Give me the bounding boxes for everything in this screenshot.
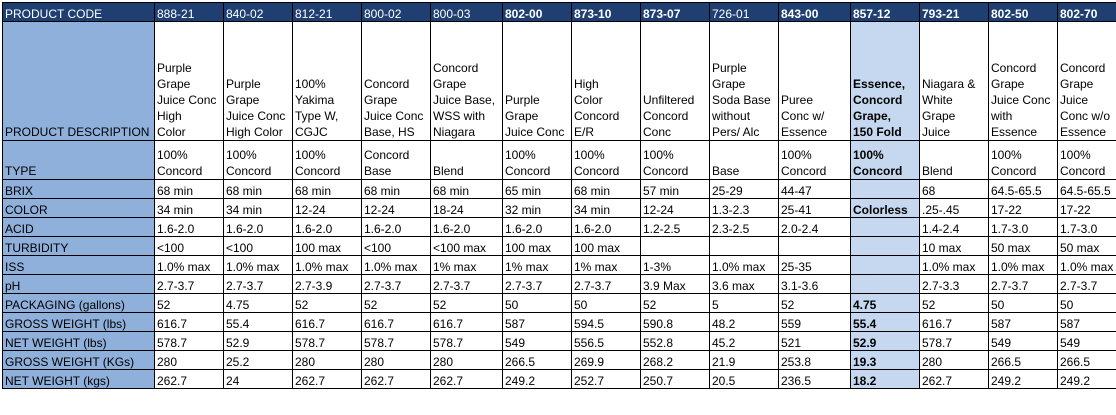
table-cell xyxy=(641,237,710,256)
product-code-cell: 840-02 xyxy=(224,3,293,22)
table-cell: 616.7 xyxy=(920,313,989,332)
table-cell: 549 xyxy=(989,332,1058,351)
table-cell: 100% Concord xyxy=(224,141,293,180)
table-cell: 17-22 xyxy=(1058,199,1116,218)
table-cell: 587 xyxy=(989,313,1058,332)
table-cell: 1.0% max xyxy=(293,256,362,275)
table-cell: 280 xyxy=(155,351,224,370)
table-cell: Concord Grape Juice Conc w/o Essence xyxy=(1058,22,1116,141)
table-cell: 52 xyxy=(641,294,710,313)
table-cell: 10 max xyxy=(920,237,989,256)
table-cell: 1-3% xyxy=(641,256,710,275)
row-label: COLOR xyxy=(3,199,155,218)
table-cell: 50 max xyxy=(1058,237,1116,256)
turbidity-row xyxy=(3,237,1116,256)
table-cell: 18-24 xyxy=(431,199,503,218)
table-cell: 280 xyxy=(431,351,503,370)
table-cell: 2.0-2.4 xyxy=(779,218,851,237)
table-cell: 578.7 xyxy=(362,332,431,351)
table-cell: 253.8 xyxy=(779,351,851,370)
table-cell: 590.8 xyxy=(641,313,710,332)
table-cell: 559 xyxy=(779,313,851,332)
net-weight-lbs-row xyxy=(3,332,1116,351)
row-label: ISS xyxy=(3,256,155,275)
table-cell: 2.7-3.7 xyxy=(155,275,224,294)
table-cell: 100% Concord xyxy=(989,141,1058,180)
table-cell: 57 min xyxy=(641,180,710,199)
row-label: PRODUCT CODE xyxy=(3,3,155,22)
table-cell: <100 max xyxy=(431,237,503,256)
table-cell: 1.0% max xyxy=(710,256,779,275)
table-cell: 587 xyxy=(503,313,572,332)
table-cell: 32 min xyxy=(503,199,572,218)
table-cell: 68 min xyxy=(155,180,224,199)
table-cell: 25.2 xyxy=(224,351,293,370)
table-cell: 616.7 xyxy=(362,313,431,332)
table-cell: Niagara & White Grape Juice xyxy=(920,22,989,141)
table-cell: 44-47 xyxy=(779,180,851,199)
table-cell: Purple Grape Soda Base without Pers/ Alc xyxy=(710,22,779,141)
table-cell: 100 max xyxy=(572,237,641,256)
table-cell: 280 xyxy=(362,351,431,370)
table-cell: 266.5 xyxy=(1058,351,1116,370)
table-cell: 52.9 xyxy=(851,332,920,351)
table-cell: 556.5 xyxy=(572,332,641,351)
table-cell: 5 xyxy=(710,294,779,313)
table-cell: 549 xyxy=(1058,332,1116,351)
table-cell: 100% Concord xyxy=(641,141,710,180)
row-label: PACKAGING (gallons) xyxy=(3,294,155,313)
table-cell: 34 min xyxy=(224,199,293,218)
table-cell: 68 min xyxy=(362,180,431,199)
table-cell: Base xyxy=(710,141,779,180)
table-cell: 2.7-3.9 xyxy=(293,275,362,294)
table-cell: Unfiltered Concord Conc xyxy=(641,22,710,141)
table-cell: 1.6-2.0 xyxy=(503,218,572,237)
table-cell: 50 xyxy=(989,294,1058,313)
table-cell: Concord Grape Juice Conc with Essence xyxy=(989,22,1058,141)
table-cell: 249.2 xyxy=(503,370,572,389)
table-cell: 2.3-2.5 xyxy=(710,218,779,237)
product-description-row xyxy=(3,22,1116,141)
packaging-row xyxy=(3,294,1116,313)
row-label: NET WEIGHT (lbs) xyxy=(3,332,155,351)
table-cell: 1.6-2.0 xyxy=(362,218,431,237)
table-cell: 1.6-2.0 xyxy=(155,218,224,237)
table-cell: 25-35 xyxy=(779,256,851,275)
table-cell: 68 xyxy=(920,180,989,199)
table-cell: 45.2 xyxy=(710,332,779,351)
table-cell: Blend xyxy=(920,141,989,180)
table-cell: 269.9 xyxy=(572,351,641,370)
table-cell: 2.7-3.7 xyxy=(431,275,503,294)
table-cell: 1.0% max xyxy=(1058,256,1116,275)
table-cell: 52 xyxy=(431,294,503,313)
product-code-row xyxy=(3,3,1116,22)
table-cell: 100 max xyxy=(503,237,572,256)
table-cell: Concord Grape Juice Base, WSS with Niagara xyxy=(431,22,503,141)
table-cell: 1.4-2.4 xyxy=(920,218,989,237)
row-label: TURBIDITY xyxy=(3,237,155,256)
table-cell: 266.5 xyxy=(989,351,1058,370)
table-cell: 64.5-65.5 xyxy=(1058,180,1116,199)
product-code-cell: 800-03 xyxy=(431,3,503,22)
row-label: pH xyxy=(3,275,155,294)
table-cell: 68 min xyxy=(224,180,293,199)
table-cell: Essence, Concord Grape, 150 Fold xyxy=(851,22,920,141)
table-cell: 616.7 xyxy=(293,313,362,332)
table-cell: 68 min xyxy=(431,180,503,199)
table-cell: 578.7 xyxy=(431,332,503,351)
table-cell: 262.7 xyxy=(155,370,224,389)
table-cell: 1.0% max xyxy=(224,256,293,275)
table-cell: 65 min xyxy=(503,180,572,199)
color-row xyxy=(3,199,1116,218)
table-cell: 236.5 xyxy=(779,370,851,389)
table-cell: 1.7-3.0 xyxy=(1058,218,1116,237)
spec-table-body xyxy=(3,3,1116,389)
table-cell: 100% Concord xyxy=(503,141,572,180)
table-cell xyxy=(710,237,779,256)
table-cell: 100% Concord xyxy=(572,141,641,180)
table-cell: 20.5 xyxy=(710,370,779,389)
table-cell: 12-24 xyxy=(362,199,431,218)
table-cell: 34 min xyxy=(155,199,224,218)
table-cell: 1.0% max xyxy=(989,256,1058,275)
type-row xyxy=(3,141,1116,180)
table-cell: 64.5-65.5 xyxy=(989,180,1058,199)
table-cell: 100 max xyxy=(293,237,362,256)
table-cell: 1.0% max xyxy=(155,256,224,275)
table-cell: 249.2 xyxy=(989,370,1058,389)
table-cell: 252.7 xyxy=(572,370,641,389)
table-cell: 2.7-3.7 xyxy=(224,275,293,294)
table-cell: 50 xyxy=(572,294,641,313)
table-cell: 552.8 xyxy=(641,332,710,351)
table-cell: 587 xyxy=(1058,313,1116,332)
product-code-cell: 793-21 xyxy=(920,3,989,22)
product-code-cell: 802-00 xyxy=(503,3,572,22)
table-cell: 3.9 Max xyxy=(641,275,710,294)
table-cell: .25-.45 xyxy=(920,199,989,218)
table-cell: 2.7-3.7 xyxy=(1058,275,1116,294)
table-cell: 250.7 xyxy=(641,370,710,389)
table-cell: 1.2-2.5 xyxy=(641,218,710,237)
table-cell: 280 xyxy=(920,351,989,370)
table-cell: 616.7 xyxy=(155,313,224,332)
table-cell: 55.4 xyxy=(851,313,920,332)
table-cell: 266.5 xyxy=(503,351,572,370)
table-cell: 52 xyxy=(155,294,224,313)
table-cell: 50 xyxy=(1058,294,1116,313)
table-cell: 68 min xyxy=(572,180,641,199)
table-cell: 100% Concord xyxy=(1058,141,1116,180)
table-cell: High Color Concord E/R xyxy=(572,22,641,141)
table-cell: 1.6-2.0 xyxy=(293,218,362,237)
table-cell: 18.2 xyxy=(851,370,920,389)
table-cell: Colorless xyxy=(851,199,920,218)
table-cell xyxy=(851,218,920,237)
table-cell: 100% Yakima Type W, CGJC xyxy=(293,22,362,141)
table-cell: 1.6-2.0 xyxy=(572,218,641,237)
table-cell: 1.3-2.3 xyxy=(710,199,779,218)
product-code-cell: 888-21 xyxy=(155,3,224,22)
product-code-cell: 802-70 xyxy=(1058,3,1116,22)
table-cell: 2.7-3.7 xyxy=(572,275,641,294)
table-cell: 1% max xyxy=(572,256,641,275)
table-cell: 2.7-3.7 xyxy=(362,275,431,294)
product-code-cell: 873-07 xyxy=(641,3,710,22)
table-cell: 594.5 xyxy=(572,313,641,332)
table-cell xyxy=(851,237,920,256)
product-spec-table xyxy=(2,2,1116,389)
table-cell: 262.7 xyxy=(431,370,503,389)
gross-weight-kgs-row xyxy=(3,351,1116,370)
table-cell: 1% max xyxy=(431,256,503,275)
row-label: PRODUCT DESCRIPTION xyxy=(3,22,155,141)
table-cell: 2.7-3.7 xyxy=(989,275,1058,294)
table-cell: 1% max xyxy=(503,256,572,275)
table-cell: 3.1-3.6 xyxy=(779,275,851,294)
table-cell: 52 xyxy=(362,294,431,313)
table-cell: 55.4 xyxy=(224,313,293,332)
table-cell: 1.6-2.0 xyxy=(431,218,503,237)
table-cell: 249.2 xyxy=(1058,370,1116,389)
table-cell: 100% Concord xyxy=(779,141,851,180)
row-label: ACID xyxy=(3,218,155,237)
table-cell: 17-22 xyxy=(989,199,1058,218)
table-cell: 52.9 xyxy=(224,332,293,351)
table-cell: 48.2 xyxy=(710,313,779,332)
table-cell: 1.0% max xyxy=(362,256,431,275)
table-cell: 50 xyxy=(503,294,572,313)
table-cell: Blend xyxy=(431,141,503,180)
table-cell: 50 max xyxy=(989,237,1058,256)
table-cell: 4.75 xyxy=(224,294,293,313)
table-cell: <100 xyxy=(155,237,224,256)
product-code-cell: 812-21 xyxy=(293,3,362,22)
table-cell: Concord Base xyxy=(362,141,431,180)
table-cell: Puree Conc w/ Essence xyxy=(779,22,851,141)
brix-row xyxy=(3,180,1116,199)
table-cell: 34 min xyxy=(572,199,641,218)
table-cell: 578.7 xyxy=(155,332,224,351)
table-cell: 25-41 xyxy=(779,199,851,218)
table-cell: <100 xyxy=(362,237,431,256)
table-cell: 1.6-2.0 xyxy=(224,218,293,237)
product-code-cell: 843-00 xyxy=(779,3,851,22)
table-cell: 12-24 xyxy=(641,199,710,218)
table-cell: 4.75 xyxy=(851,294,920,313)
table-cell xyxy=(779,237,851,256)
table-cell xyxy=(851,256,920,275)
product-code-cell: 873-10 xyxy=(572,3,641,22)
table-cell: 12-24 xyxy=(293,199,362,218)
ph-row xyxy=(3,275,1116,294)
row-label: NET WEIGHT (kgs) xyxy=(3,370,155,389)
table-cell: 52 xyxy=(920,294,989,313)
row-label: TYPE xyxy=(3,141,155,180)
iss-row xyxy=(3,256,1116,275)
table-cell: 52 xyxy=(779,294,851,313)
table-cell: 52 xyxy=(293,294,362,313)
table-cell: 616.7 xyxy=(431,313,503,332)
table-cell: 262.7 xyxy=(920,370,989,389)
table-cell: 100% Concord xyxy=(293,141,362,180)
table-cell: 1.0% max xyxy=(920,256,989,275)
product-code-cell: 857-12 xyxy=(851,3,920,22)
table-cell: 100% Concord xyxy=(155,141,224,180)
product-code-cell: 800-02 xyxy=(362,3,431,22)
net-weight-kgs-row xyxy=(3,370,1116,389)
table-cell: 549 xyxy=(503,332,572,351)
table-cell: 24 xyxy=(224,370,293,389)
table-cell: 268.2 xyxy=(641,351,710,370)
table-cell: 2.7-3.7 xyxy=(503,275,572,294)
table-cell: 262.7 xyxy=(362,370,431,389)
table-cell: 19.3 xyxy=(851,351,920,370)
product-code-cell: 802-50 xyxy=(989,3,1058,22)
table-cell xyxy=(851,275,920,294)
table-cell: 68 min xyxy=(293,180,362,199)
table-cell: Concord Grape Juice Conc Base, HS xyxy=(362,22,431,141)
table-cell: <100 xyxy=(224,237,293,256)
acid-row xyxy=(3,218,1116,237)
product-code-cell: 726-01 xyxy=(710,3,779,22)
table-cell: 280 xyxy=(293,351,362,370)
table-cell: 100% Concord xyxy=(851,141,920,180)
table-cell: 262.7 xyxy=(293,370,362,389)
table-cell: Purple Grape Juice Conc xyxy=(503,22,572,141)
table-cell: 578.7 xyxy=(920,332,989,351)
gross-weight-lbs-row xyxy=(3,313,1116,332)
table-cell: 25-29 xyxy=(710,180,779,199)
row-label: BRIX xyxy=(3,180,155,199)
table-cell: 578.7 xyxy=(293,332,362,351)
table-cell: 2.7-3.3 xyxy=(920,275,989,294)
table-cell: 3.6 max xyxy=(710,275,779,294)
table-cell: Purple Grape Juice Conc High Color xyxy=(224,22,293,141)
table-cell: 521 xyxy=(779,332,851,351)
table-cell xyxy=(851,180,920,199)
table-cell: 1.7-3.0 xyxy=(989,218,1058,237)
row-label: GROSS WEIGHT (KGs) xyxy=(3,351,155,370)
table-cell: 21.9 xyxy=(710,351,779,370)
row-label: GROSS WEIGHT (lbs) xyxy=(3,313,155,332)
table-cell: Purple Grape Juice Conc High Color xyxy=(155,22,224,141)
